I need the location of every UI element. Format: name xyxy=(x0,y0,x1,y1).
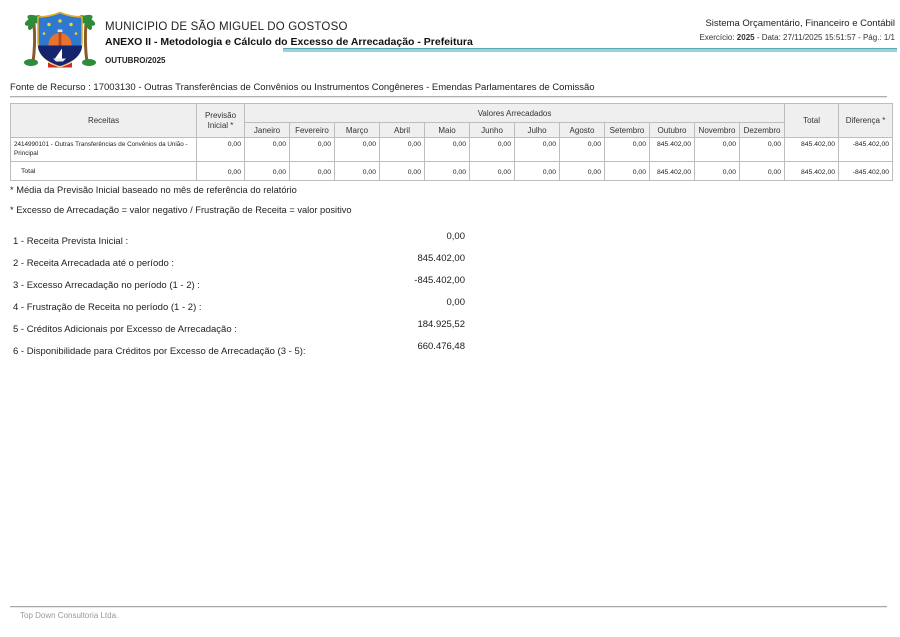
funding-source-divider xyxy=(10,96,887,98)
month-value-cell: 845.402,00 xyxy=(650,162,695,181)
month-value-cell: 0,00 xyxy=(425,138,470,162)
summary-item-6 xyxy=(13,341,465,363)
revenue-name-cell: 2414990101 - Outras Transferências de Convênios da União - Principal xyxy=(11,138,197,162)
col-header-month: Fevereiro xyxy=(290,123,335,138)
summary-item-5 xyxy=(13,319,465,341)
summary-label: 1 - Receita Prevista Inicial : xyxy=(13,236,129,247)
summary-value: 0,00 xyxy=(446,297,465,308)
summary-value: 660.476,48 xyxy=(417,341,465,352)
funding-source-line: Fonte de Recurso : 17003130 - Outras Transferências de Convênios ou Instrumentos Congêneres - Emendas Parlamentares de Comissão xyxy=(10,82,595,93)
month-value-cell: 0,00 xyxy=(290,138,335,162)
month-value-cell: 0,00 xyxy=(605,162,650,181)
summary-value: 0,00 xyxy=(446,231,465,242)
exercise-year: 2025 xyxy=(736,33,755,42)
col-header-month: Julho xyxy=(515,123,560,138)
table-row-revenue xyxy=(11,138,893,162)
col-header-month: Outubro xyxy=(650,123,695,138)
month-value-cell: 0,00 xyxy=(515,162,560,181)
summary-label: 2 - Receita Arrecadada até o período : xyxy=(13,258,175,269)
summary-item-1 xyxy=(13,231,465,253)
summary-item-3 xyxy=(13,275,465,297)
month-value-cell: 0,00 xyxy=(290,162,335,181)
month-value-cell: 0,00 xyxy=(560,138,605,162)
municipality-name: MUNICIPIO DE SÃO MIGUEL DO GOSTOSO xyxy=(105,21,348,33)
total-label-cell: Total xyxy=(11,162,197,181)
col-header-previsao-inicial: Previsão Inicial * xyxy=(197,104,245,138)
month-value-cell: 0,00 xyxy=(380,138,425,162)
month-value-cell: 0,00 xyxy=(740,138,785,162)
summary-label: 4 - Frustração de Receita no período (1 - 2) : xyxy=(13,302,202,313)
summary-value: 845.402,00 xyxy=(417,253,465,264)
month-value-cell: 0,00 xyxy=(740,162,785,181)
report-period: OUTUBRO/2025 xyxy=(105,56,166,65)
col-header-diferenca: Diferença * xyxy=(839,104,893,138)
diferenca-cell: -845.402,00 xyxy=(839,138,893,162)
col-header-month: Março xyxy=(335,123,380,138)
col-header-month: Abril xyxy=(380,123,425,138)
report-title-block xyxy=(105,21,473,48)
table-header-row-1 xyxy=(11,104,893,123)
col-header-valores-arrecadados: Valores Arrecadados xyxy=(245,104,785,123)
col-header-month: Dezembro xyxy=(740,123,785,138)
month-value-cell: 845.402,00 xyxy=(650,138,695,162)
system-info-block xyxy=(699,18,895,42)
municipal-coat-of-arms-logo xyxy=(22,9,98,68)
table-row-total xyxy=(11,162,893,181)
month-value-cell: 0,00 xyxy=(380,162,425,181)
col-header-month: Agosto xyxy=(560,123,605,138)
exercise-label: Exercício: xyxy=(699,33,737,42)
previsao-cell: 0,00 xyxy=(197,162,245,181)
total-cell: 845.402,00 xyxy=(785,138,839,162)
month-value-cell: 0,00 xyxy=(245,138,290,162)
footer-divider xyxy=(10,606,887,608)
month-value-cell: 0,00 xyxy=(335,162,380,181)
month-value-cell: 0,00 xyxy=(470,162,515,181)
summary-label: 6 - Disponibilidade para Créditos por Excesso de Arrecadação (3 - 5): xyxy=(13,346,306,357)
header-accent-divider xyxy=(283,48,897,52)
exercise-line xyxy=(699,33,895,42)
coat-of-arms-icon xyxy=(22,9,98,68)
month-value-cell: 0,00 xyxy=(245,162,290,181)
summary-label: 3 - Excesso Arrecadação no período (1 - 2) : xyxy=(13,280,200,291)
summary-value: 184.925,52 xyxy=(417,319,465,330)
footer-company: Top Down Consultoria Ltda. xyxy=(20,611,119,620)
month-value-cell: 0,00 xyxy=(605,138,650,162)
month-value-cell: 0,00 xyxy=(695,162,740,181)
summary-list xyxy=(13,231,465,363)
summary-value: -845.402,00 xyxy=(414,275,465,286)
previsao-cell: 0,00 xyxy=(197,138,245,162)
exercise-tail: - Data: 27/11/2025 15:51:57 - Pág.: 1/1 xyxy=(754,33,895,42)
note-previsao-media: * Média da Previsão Inicial baseado no mês de referência do relatório xyxy=(10,185,297,195)
revenue-table xyxy=(10,103,893,181)
month-value-cell: 0,00 xyxy=(425,162,470,181)
report-title: ANEXO II - Metodologia e Cálculo do Excesso de Arrecadação - Prefeitura xyxy=(105,36,473,48)
col-header-month: Junho xyxy=(470,123,515,138)
col-header-receitas: Receitas xyxy=(11,104,197,138)
col-header-month: Novembro xyxy=(695,123,740,138)
total-cell: 845.402,00 xyxy=(785,162,839,181)
col-header-total: Total xyxy=(785,104,839,138)
col-header-month: Maio xyxy=(425,123,470,138)
col-header-month: Janeiro xyxy=(245,123,290,138)
note-excesso-frustracao: * Excesso de Arrecadação = valor negativo / Frustração de Receita = valor positivo xyxy=(10,205,352,215)
month-value-cell: 0,00 xyxy=(515,138,560,162)
summary-item-2 xyxy=(13,253,465,275)
col-header-month: Setembro xyxy=(605,123,650,138)
month-value-cell: 0,00 xyxy=(695,138,740,162)
month-value-cell: 0,00 xyxy=(335,138,380,162)
summary-item-4 xyxy=(13,297,465,319)
month-value-cell: 0,00 xyxy=(470,138,515,162)
month-value-cell: 0,00 xyxy=(560,162,605,181)
diferenca-cell: -845.402,00 xyxy=(839,162,893,181)
system-name: Sistema Orçamentário, Financeiro e Contábil xyxy=(705,18,895,29)
summary-label: 5 - Créditos Adicionais por Excesso de Arrecadação : xyxy=(13,324,237,335)
